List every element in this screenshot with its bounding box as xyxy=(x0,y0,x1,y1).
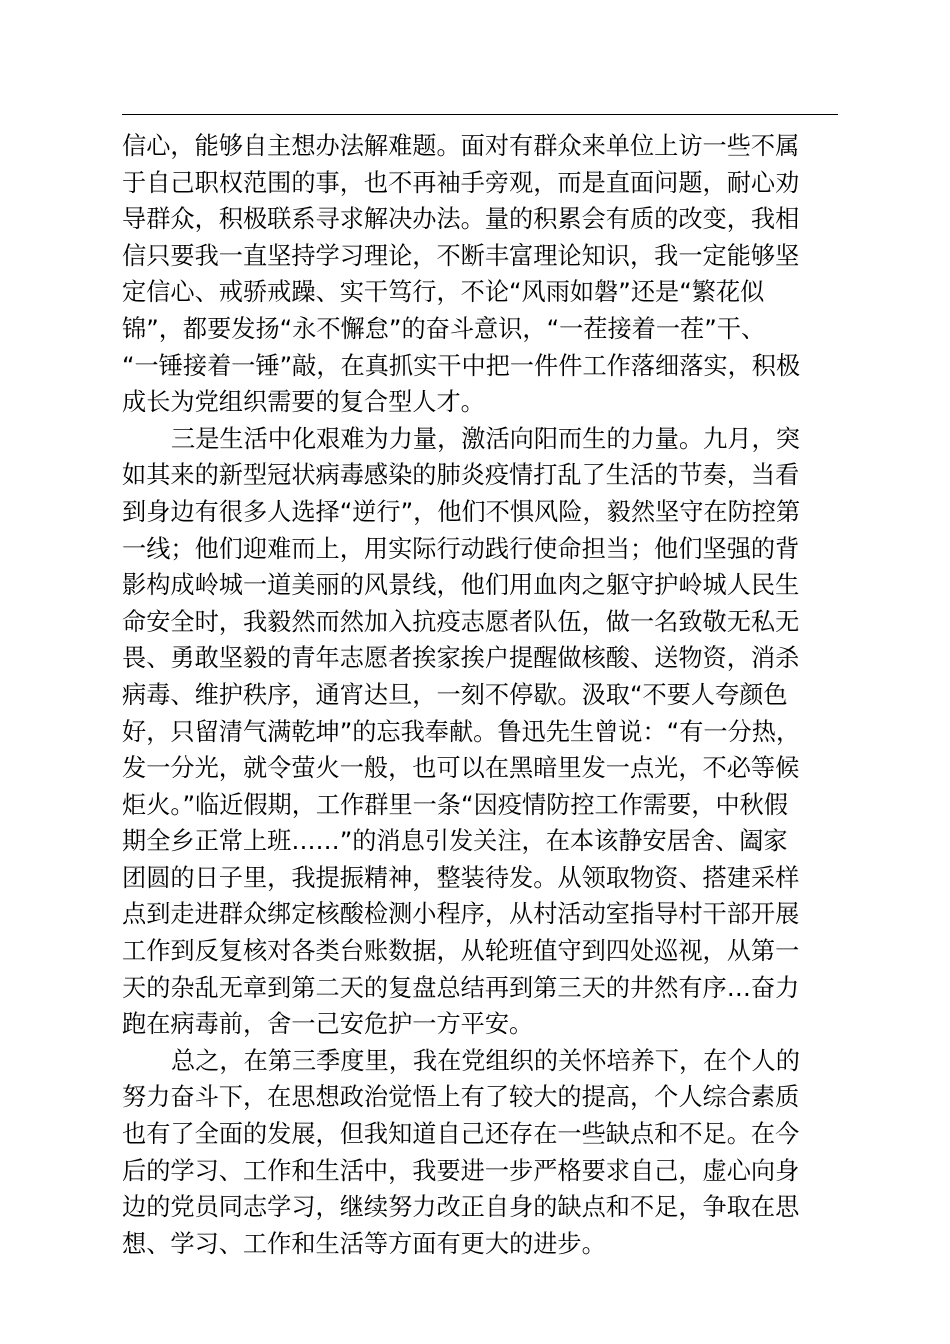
text-line: 影构成岭城一道美丽的风景线，他们用血肉之躯守护岭城人民生 xyxy=(122,571,800,600)
paragraph-3 xyxy=(122,1043,842,1263)
header-rule xyxy=(122,114,838,115)
text-line: 畏、勇敢坚毅的青年志愿者挨家挨户提醒做核酸、送物资，消杀 xyxy=(122,644,800,673)
text-line: 好，只留清气满乾坤”的忘我奉献。鲁迅先生曾说：“有一分热， xyxy=(122,717,801,746)
text-line: 边的党员同志学习，继续努力改正自身的缺点和不足，争取在思 xyxy=(122,1193,800,1222)
text-line: 一线；他们迎难而上，用实际行动践行使命担当；他们坚强的背 xyxy=(122,534,800,563)
text-line: 如其来的新型冠状病毒感染的肺炎疫情打乱了生活的节奏，当看 xyxy=(122,461,800,490)
text-line: 后的学习、工作和生活中，我要进一步严格要求自己，虚心向身 xyxy=(122,1156,800,1185)
text-line: “一锤接着一锤”敲，在真抓实干中把一件件工作落细落实，积极 xyxy=(122,351,801,380)
text-line: 锦”，都要发扬“永不懈怠”的奋斗意识，“一茬接着一茬”干、 xyxy=(122,314,766,343)
text-line: 总之，在第三季度里，我在党组织的关怀培养下，在个人的 xyxy=(171,1046,800,1075)
text-line: 想、学习、工作和生活等方面有更大的进步。 xyxy=(122,1229,606,1258)
text-line: 导群众，积极联系寻求解决办法。量的积累会有质的改变，我相 xyxy=(122,205,800,234)
text-line: 信心，能够自主想办法解难题。面对有群众来单位上访一些不属 xyxy=(122,132,800,160)
text-line: 努力奋斗下，在思想政治觉悟上有了较大的提高，个人综合素质 xyxy=(122,1083,800,1112)
text-line: 病毒、维护秩序，通宵达旦，一刻不停歇。汲取“不要人夸颜色 xyxy=(122,680,788,709)
text-line: 工作到反复核对各类台账数据，从轮班值守到四处巡视，从第一 xyxy=(122,937,800,966)
text-line: 点到走进群众绑定核酸检测小程序，从村活动室指导村干部开展 xyxy=(122,900,800,929)
text-line: 跑在病毒前，舍一己安危护一方平安。 xyxy=(122,1010,534,1039)
text-line: 天的杂乱无章到第二天的复盘总结再到第三天的井然有序…奋力 xyxy=(122,973,800,1002)
text-line: 定信心、戒骄戒躁、实干笃行，不论“风雨如磐”还是“繁花似 xyxy=(122,278,765,307)
text-line: 也有了全面的发展，但我知道自己还存在一些缺点和不足。在今 xyxy=(122,1120,800,1149)
document-body xyxy=(122,128,842,1262)
text-line: 炬火。”临近假期，工作群里一条“因疫情防控工作需要，中秋假 xyxy=(122,790,789,819)
paragraph-2 xyxy=(122,421,842,1043)
paragraph-1 xyxy=(122,128,842,421)
text-line: 信只要我一直坚持学习理论，不断丰富理论知识，我一定能够坚 xyxy=(122,241,800,270)
text-line: 成长为党组织需要的复合型人才。 xyxy=(122,388,485,417)
text-line: 团圆的日子里，我提振精神，整装待发。从领取物资、搭建采样 xyxy=(122,863,800,892)
text-line: 三是生活中化艰难为力量，激活向阳而生的力量。九月，突 xyxy=(171,424,800,453)
text-line: 期全乡正常上班……”的消息引发关注，在本该静安居舍、阖家 xyxy=(122,827,788,856)
text-line: 发一分光，就令萤火一般，也可以在黑暗里发一点光，不必等候 xyxy=(122,754,800,783)
text-line: 命安全时，我毅然而然加入抗疫志愿者队伍，做一名致敬无私无 xyxy=(122,607,800,636)
text-line: 到身边有很多人选择“逆行”，他们不惧风险，毅然坚守在防控第 xyxy=(122,497,801,526)
text-line: 于自己职权范围的事，也不再袖手旁观，而是直面问题，耐心劝 xyxy=(122,168,800,197)
